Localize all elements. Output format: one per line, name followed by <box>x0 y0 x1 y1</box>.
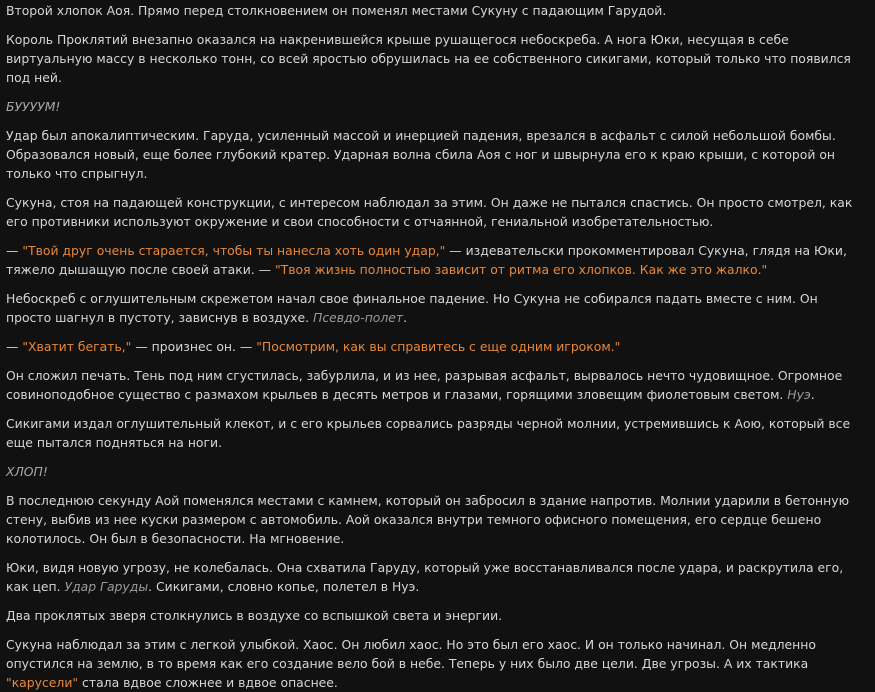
narration-text: Он сложил печать. Тень под ним сгустилась, забурлила, и из нее, разрывая асфальт, вырвалось нечто чудовищное. Огромное совиноподобное существо с размахом крыльев в десять метров и глазами, горящими зловещим фиолетовым светом. <box>6 368 843 402</box>
narration-text: Сукуна наблюдал за этим с легкой улыбкой. Хаос. Он любил хаос. Но это был его хаос. И он только начинал. Он медленно опустился на землю, в то время как его создание вело бой в небе. Теперь у них было две цели. Две угрозы. А их тактика <box>6 637 816 671</box>
para-sfx-boom <box>6 97 865 116</box>
para-4 <box>6 193 865 231</box>
italic-term: Удар Гаруды <box>64 579 149 594</box>
sound-effect: ХЛОП! <box>6 464 48 479</box>
para-sfx-clap <box>6 462 865 481</box>
narration-text: Небоскреб с оглушительным скрежетом начал свое финальное падение. Но Сукуна не собирался падать вместе с ним. Он просто шагнул в пустоту, зависнув в воздухе. <box>6 291 818 325</box>
para-8 <box>6 366 865 404</box>
para-11 <box>6 558 865 596</box>
dialogue-quote: "Хватит бегать," <box>22 339 132 354</box>
dialogue-quote: "Твоя жизнь полностью зависит от ритма его хлопков. Как же это жалко." <box>274 262 768 277</box>
para-2 <box>6 30 865 87</box>
para-5 <box>6 241 865 279</box>
dialogue-quote: "карусели" <box>6 675 79 690</box>
narration-text: В последнюю секунду Аой поменялся местами с камнем, который он забросил в здание напротив. Молнии ударили в бетонную стену, выбив из нее куски размером с автомобиль. Аой оказался внутри темного офисного помещения, его сердце бешено колотилось. Он был в безопасности. На мгновение. <box>6 493 850 546</box>
italic-term: Псевдо-полет <box>313 310 404 325</box>
para-6 <box>6 289 865 327</box>
dialogue-quote: "Посмотрим, как вы справитесь с еще одним игроком." <box>256 339 621 354</box>
para-10 <box>6 491 865 548</box>
narration-text: . <box>403 310 408 325</box>
italic-term: Нуэ <box>787 387 811 402</box>
para-9 <box>6 414 865 452</box>
para-3 <box>6 126 865 183</box>
narration-text: Сукуна, стоя на падающей конструкции, с интересом наблюдал за этим. Он даже не пытался спастись. Он просто смотрел, как его противники используют окружение и свои способности с отчаянной, гениальной изобретательностью. <box>6 195 853 229</box>
narration-text: Король Проклятий внезапно оказался на накренившейся крыше рушащегося небоскреба. А нога Юки, несущая в себе виртуальную массу в несколько тонн, со всей яростью обрушилась на ее собственного сикигами, который только что появился под ней. <box>6 32 851 85</box>
narration-text: — произнес он. — <box>131 339 257 354</box>
para-1 <box>6 1 865 20</box>
narration-text: — <box>6 339 23 354</box>
narration-text: Второй хлопок Аоя. Прямо перед столкновением он поменял местами Сукуну с падающим Гарудой. <box>6 3 667 18</box>
narration-text: Удар был апокалиптическим. Гаруда, усиленный массой и инерцией падения, врезался в асфальт с силой небольшой бомбы. Образовался новый, еще более глубокий кратер. Ударная волна сбила Аоя с ног и швырнула его к краю крыши, с которой он только что спрыгнул. <box>6 128 836 181</box>
sound-effect: БУУУУМ! <box>6 99 61 114</box>
narration-text: Два проклятых зверя столкнулись в воздухе со вспышкой света и энергии. <box>6 608 503 623</box>
narration-text: — издевательски прокомментировал Сукуна, глядя на Юки, тяжело дышащую после своей атаки. — <box>6 243 847 277</box>
narration-text: Юки, видя новую угрозу, не колебалась. Она схватила Гаруду, который уже восстанавливался после удара, и раскрутила его, как цеп. <box>6 560 844 594</box>
dialogue-quote: "Твой друг очень старается, чтобы ты нанесла хоть один удар," <box>22 243 446 258</box>
para-12 <box>6 606 865 625</box>
para-13 <box>6 635 865 692</box>
para-7 <box>6 337 865 356</box>
narration-text: Сикигами издал оглушительный клекот, и с его крыльев сорвались разряды черной молнии, устремившись к Аою, который все еще пытался подняться на ноги. <box>6 416 851 450</box>
narration-text: . Сикигами, словно копье, полетел в Нуэ. <box>148 579 420 594</box>
narration-text: — <box>6 243 23 258</box>
narration-text: стала вдвое сложнее и вдвое опаснее. <box>78 675 338 690</box>
narration-text: . <box>810 387 815 402</box>
